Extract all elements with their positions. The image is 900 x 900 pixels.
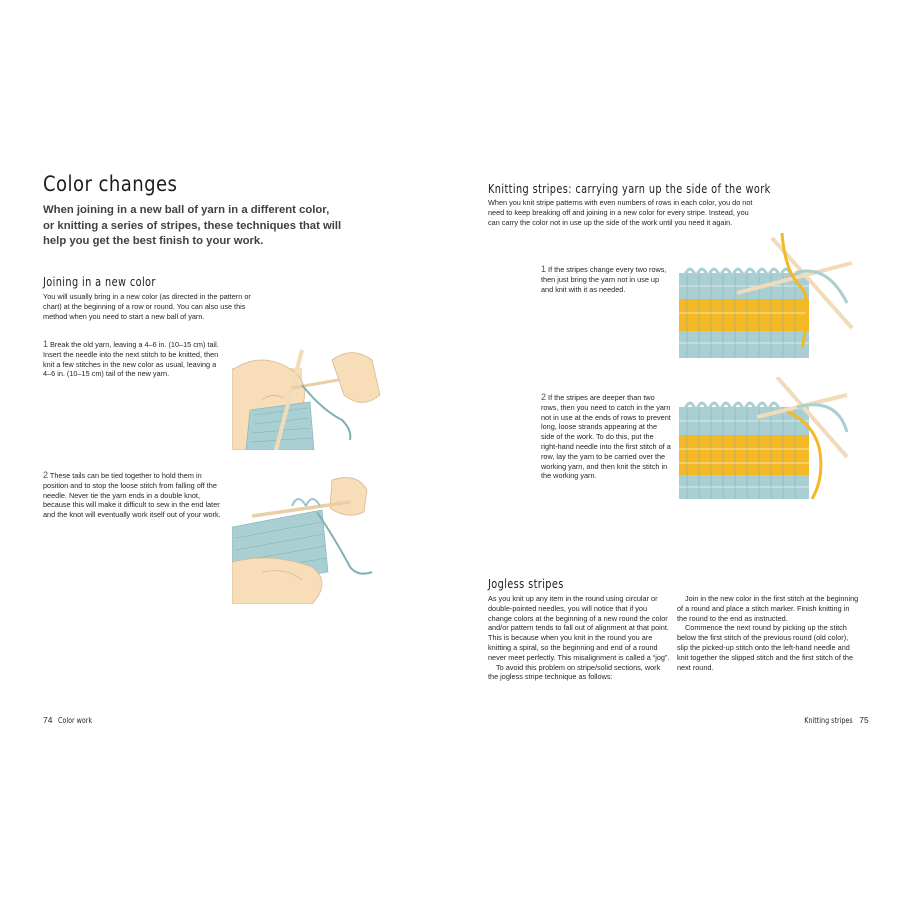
step-2-joining — [43, 471, 223, 520]
page-number: 75 — [859, 715, 869, 725]
step-1-stripes — [541, 265, 673, 294]
section-heading-joining: Joining in a new color — [43, 274, 156, 289]
step-number: 1 — [43, 339, 49, 349]
jogless-paragraph-1: As you knit up any item in the round using circular or double-pointed needles, you will notice that if you change colors at the beginning of a new round the color and/or pattern tends to fall out of alignment at that point. This is because when you knit in the round you are knitting a spiral, so the beginning and end of a round never meet perfectly. This misalignment is called a “jog”. — [488, 594, 670, 662]
deep-stripes-illustration — [677, 377, 857, 502]
folio-right — [800, 715, 869, 725]
two-row-stripes-illustration — [677, 233, 857, 363]
step-text: These tails can be tied together to hold them in position and to stop the loose stitch from falling off the needle. Never tie the yarn ends in a double knot, because this will make it difficult to sew in the end later and the knot will eventually work itself out of your work. — [43, 471, 221, 520]
jogless-paragraph-4: Commence the next round by picking up the stitch below the first stitch of the previous round (old color), slip the picked-up stitch onto the left-hand needle and knit together the slipped stitch and the first stitch of the next round. — [677, 623, 854, 672]
jogless-column-1 — [488, 594, 672, 682]
jogless-paragraph-3: Join in the new color in the first stitch at the beginning of a round and place a stitch marker. Finish knitting in the round to the end as instructed. — [677, 594, 859, 623]
step-text: If the stripes change every two rows, then just bring the yarn not in use up and knit with it as needed. — [541, 265, 667, 294]
page-title: Color changes — [43, 172, 178, 196]
folio-left — [43, 715, 95, 725]
joining-yarn-illustration — [232, 340, 382, 450]
tying-tails-illustration — [232, 472, 382, 604]
step-number: 2 — [43, 470, 49, 480]
jogless-column-2 — [677, 594, 861, 672]
folio-label: Knitting stripes — [804, 716, 853, 725]
step-number: 2 — [541, 392, 547, 402]
step-1-joining — [43, 340, 223, 379]
section-heading-stripes: Knitting stripes: carrying yarn up the side of the work — [488, 181, 771, 196]
step-2-stripes — [541, 393, 671, 481]
section-body-joining: You will usually bring in a new color (as directed in the pattern or chart) at the beginning of a row or round. You can also use this method when you need to start a new ball of yarn. — [43, 292, 251, 321]
step-text: Break the old yarn, leaving a 4–6 in. (10–15 cm) tail. Insert the needle into the next stitch to be knitted, then knit a few stitches in the new color as usual, leaving a 4–6 in. (10–15 cm) tail of the new yarn. — [43, 340, 219, 379]
page-number: 74 — [43, 715, 53, 725]
step-text: If the stripes are deeper than two rows, then you need to catch in the yarn not in use at the ends of rows to prevent long, loose strands appearing at the side of the work. To do this, put the right-hand needle into the first stitch of a row, lay the yarn to be carried over the working yarn, and then knit the stitch in the working yarn. — [541, 393, 671, 481]
jogless-paragraph-2: To avoid this problem on stripe/solid sections, work the jogless stripe technique as follows: — [488, 662, 661, 682]
section-heading-jogless: Jogless stripes — [488, 576, 564, 591]
step-number: 1 — [541, 264, 547, 274]
folio-label: Color work — [57, 716, 92, 725]
section-body-stripes: When you knit stripe patterns with even numbers of rows in each color, you do not need to keep breaking off and joining in a new color for every stripe. Instead, you can carry the color not in use up the side of the work until you need it again. — [488, 198, 753, 227]
intro-text: When joining in a new ball of yarn in a different color, or knitting a series of stripes, these techniques that will help you get the best finish to your work. — [43, 204, 342, 247]
